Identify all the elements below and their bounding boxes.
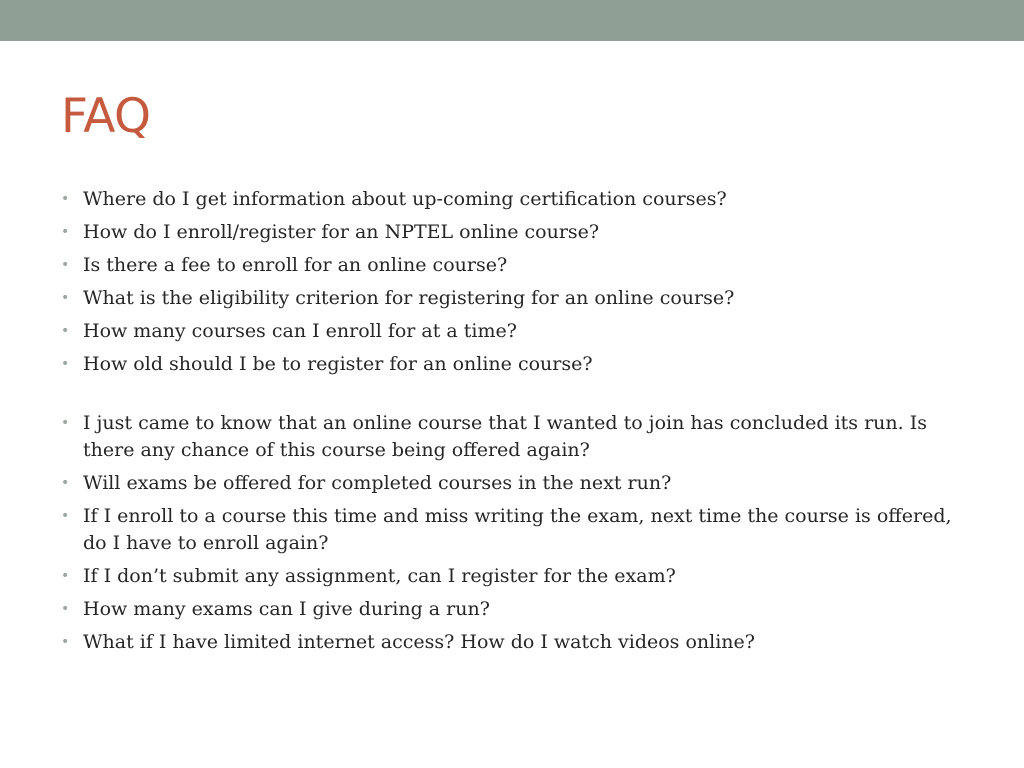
faq-list (61, 186, 961, 662)
faq-question: Will exams be offered for completed courses in the next run? (83, 472, 672, 494)
faq-item (61, 186, 961, 213)
faq-question: If I don’t submit any assignment, can I register for the exam? (83, 565, 676, 587)
bullet-icon: • (61, 508, 70, 524)
faq-item (61, 470, 961, 497)
faq-item (61, 351, 961, 378)
bullet-icon: • (61, 323, 70, 339)
bullet-icon: • (61, 356, 70, 372)
faq-question: How old should I be to register for an online course? (83, 353, 593, 375)
faq-question: What if I have limited internet access? How do I watch videos online? (83, 631, 755, 653)
faq-question: Where do I get information about up-coming certification courses? (83, 188, 727, 210)
faq-item (61, 596, 961, 623)
top-accent-bar (0, 0, 1024, 41)
faq-item (61, 219, 961, 246)
faq-question: I just came to know that an online course that I wanted to join has concluded its run. Is there any chance of this course being offered again? (83, 412, 927, 461)
bullet-icon: • (61, 634, 70, 650)
faq-item (61, 410, 961, 464)
bullet-icon: • (61, 415, 70, 431)
faq-question: If I enroll to a course this time and miss writing the exam, next time the course is offered, do I have to enroll again? (83, 505, 952, 554)
bullet-icon: • (61, 290, 70, 306)
faq-question: How do I enroll/register for an NPTEL online course? (83, 221, 600, 243)
faq-item (61, 285, 961, 312)
faq-question: Is there a fee to enroll for an online course? (83, 254, 508, 276)
faq-item (61, 563, 961, 590)
bullet-icon: • (61, 568, 70, 584)
faq-question: How many courses can I enroll for at a time? (83, 320, 517, 342)
bullet-icon: • (61, 191, 70, 207)
bullet-icon: • (61, 257, 70, 273)
faq-question: What is the eligibility criterion for registering for an online course? (83, 287, 735, 309)
faq-item (61, 629, 961, 656)
slide-title: FAQ (61, 89, 151, 144)
faq-question: How many exams can I give during a run? (83, 598, 490, 620)
bullet-icon: • (61, 475, 70, 491)
bullet-icon: • (61, 224, 70, 240)
faq-item (61, 503, 961, 557)
faq-item (61, 318, 961, 345)
faq-item (61, 252, 961, 279)
bullet-icon: • (61, 601, 70, 617)
